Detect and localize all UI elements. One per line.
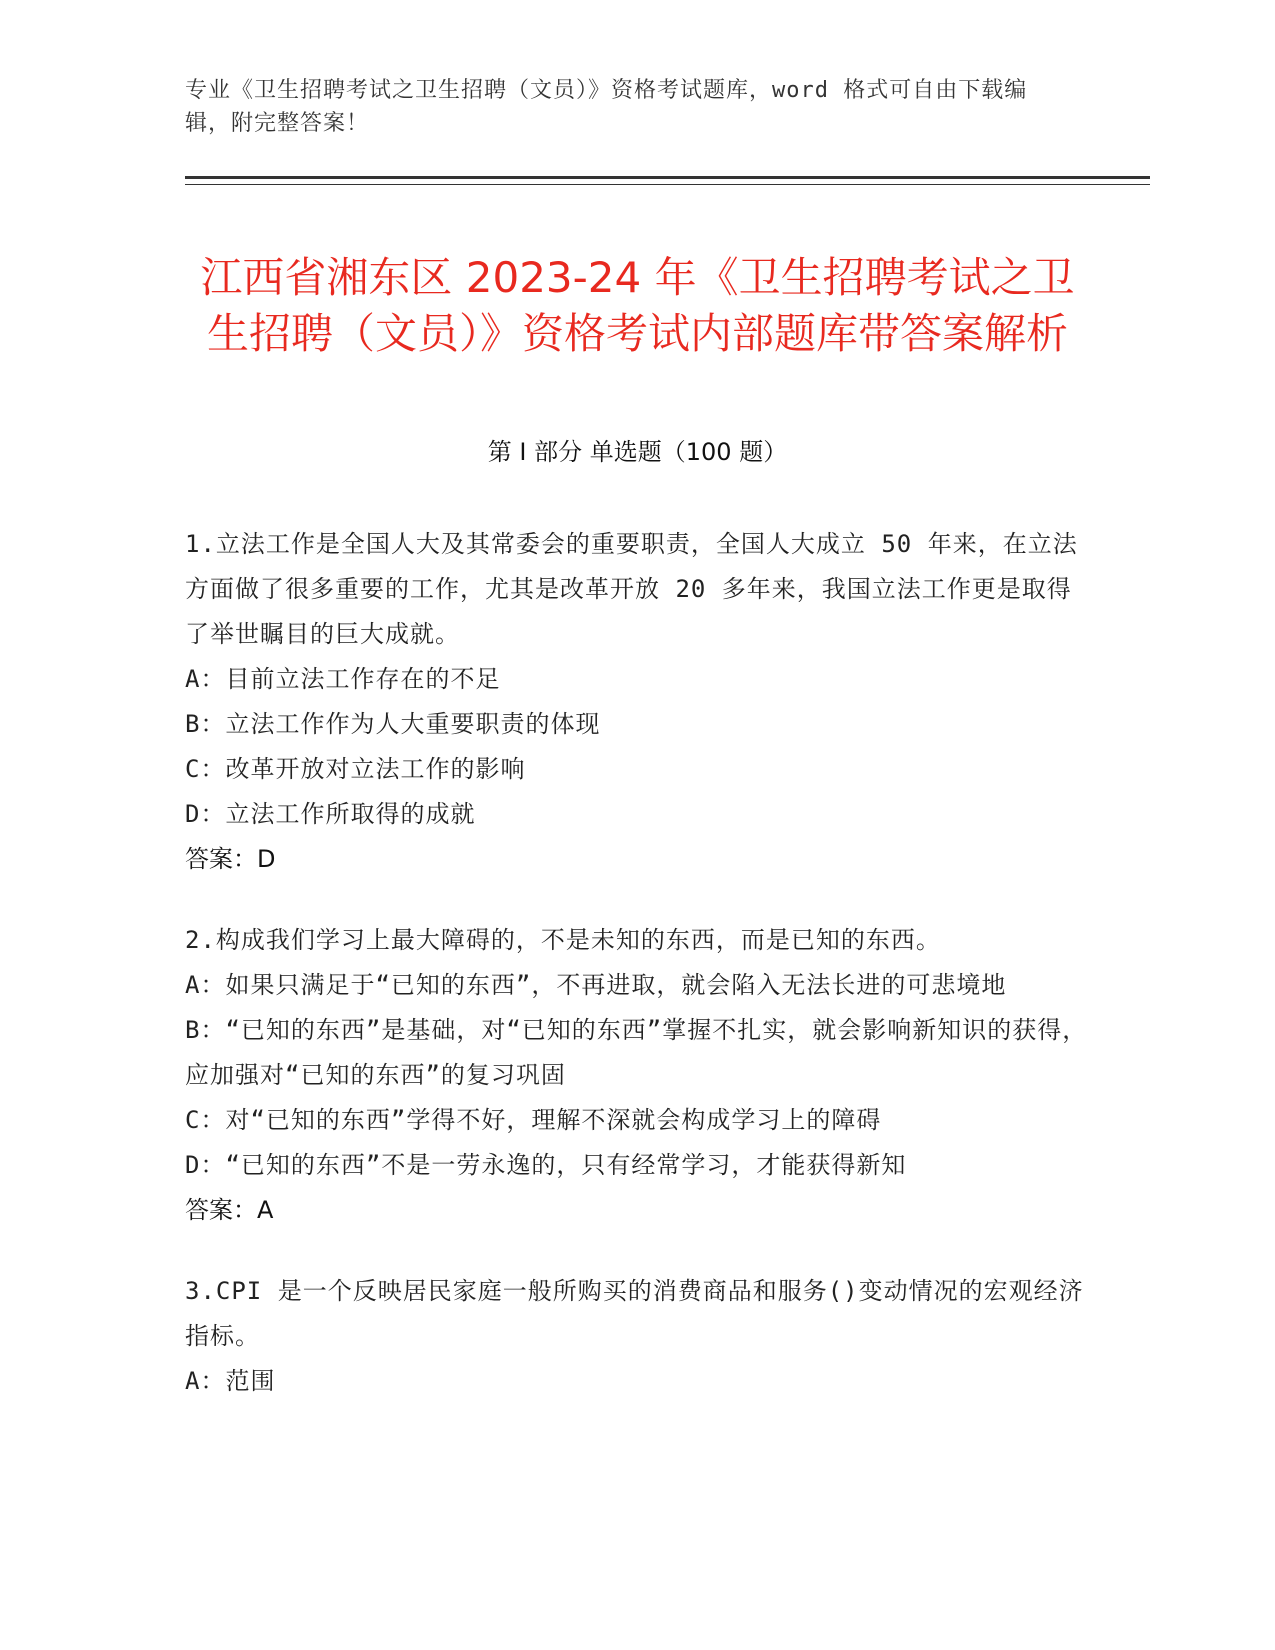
option-a: A：范围	[185, 1367, 276, 1395]
question-stem: 1.立法工作是全国人大及其常委会的重要职责，全国人大成立 50 年来，在立法方面做了很多重要的工作，尤其是改革开放 20 多年来，我国立法工作更是取得了举世瞩目的巨大成就。	[185, 530, 1078, 648]
option-b: B：“已知的东西”是基础，对“已知的东西”掌握不扎实，就会影响新知识的获得，应加强对“已知的东西”的复习巩固	[185, 1016, 1088, 1089]
section-title: 第 I 部分 单选题（100 题）	[487, 438, 788, 466]
option-d: D：“已知的东西”不是一劳永逸的，只有经常学习，才能获得新知	[185, 1151, 907, 1179]
option-b: B：立法工作作为人大重要职责的体现	[185, 710, 601, 738]
question-list	[185, 522, 1090, 1440]
header-rule-thin	[185, 184, 1150, 185]
question-stem: 3.CPI 是一个反映居民家庭一般所购买的消费商品和服务()变动情况的宏观经济指标。	[185, 1277, 1084, 1350]
question-1	[185, 522, 1090, 882]
option-c: C：对“已知的东西”学得不好，理解不深就会构成学习上的障碍	[185, 1106, 882, 1134]
header-rule-thick	[185, 176, 1150, 179]
answer: 答案：A	[185, 1196, 274, 1224]
option-c: C：改革开放对立法工作的影响	[185, 755, 526, 783]
option-d: D：立法工作所取得的成就	[185, 800, 476, 828]
answer: 答案：D	[185, 845, 276, 873]
option-a: A：如果只满足于“已知的东西”，不再进取，就会陷入无法长进的可悲境地	[185, 971, 1007, 999]
question-2	[185, 918, 1090, 1233]
question-stem: 2.构成我们学习上最大障碍的，不是未知的东西，而是已知的东西。	[185, 926, 941, 954]
question-3	[185, 1269, 1090, 1404]
header-note: 专业《卫生招聘考试之卫生招聘（文员）》资格考试题库，word 格式可自由下载编辑，附完整答案！	[185, 78, 1028, 136]
option-a: A：目前立法工作存在的不足	[185, 665, 501, 693]
document-title: 江西省湘东区 2023-24 年《卫生招聘考试之卫生招聘（文员）》资格考试内部题库带答案解析	[200, 253, 1075, 359]
